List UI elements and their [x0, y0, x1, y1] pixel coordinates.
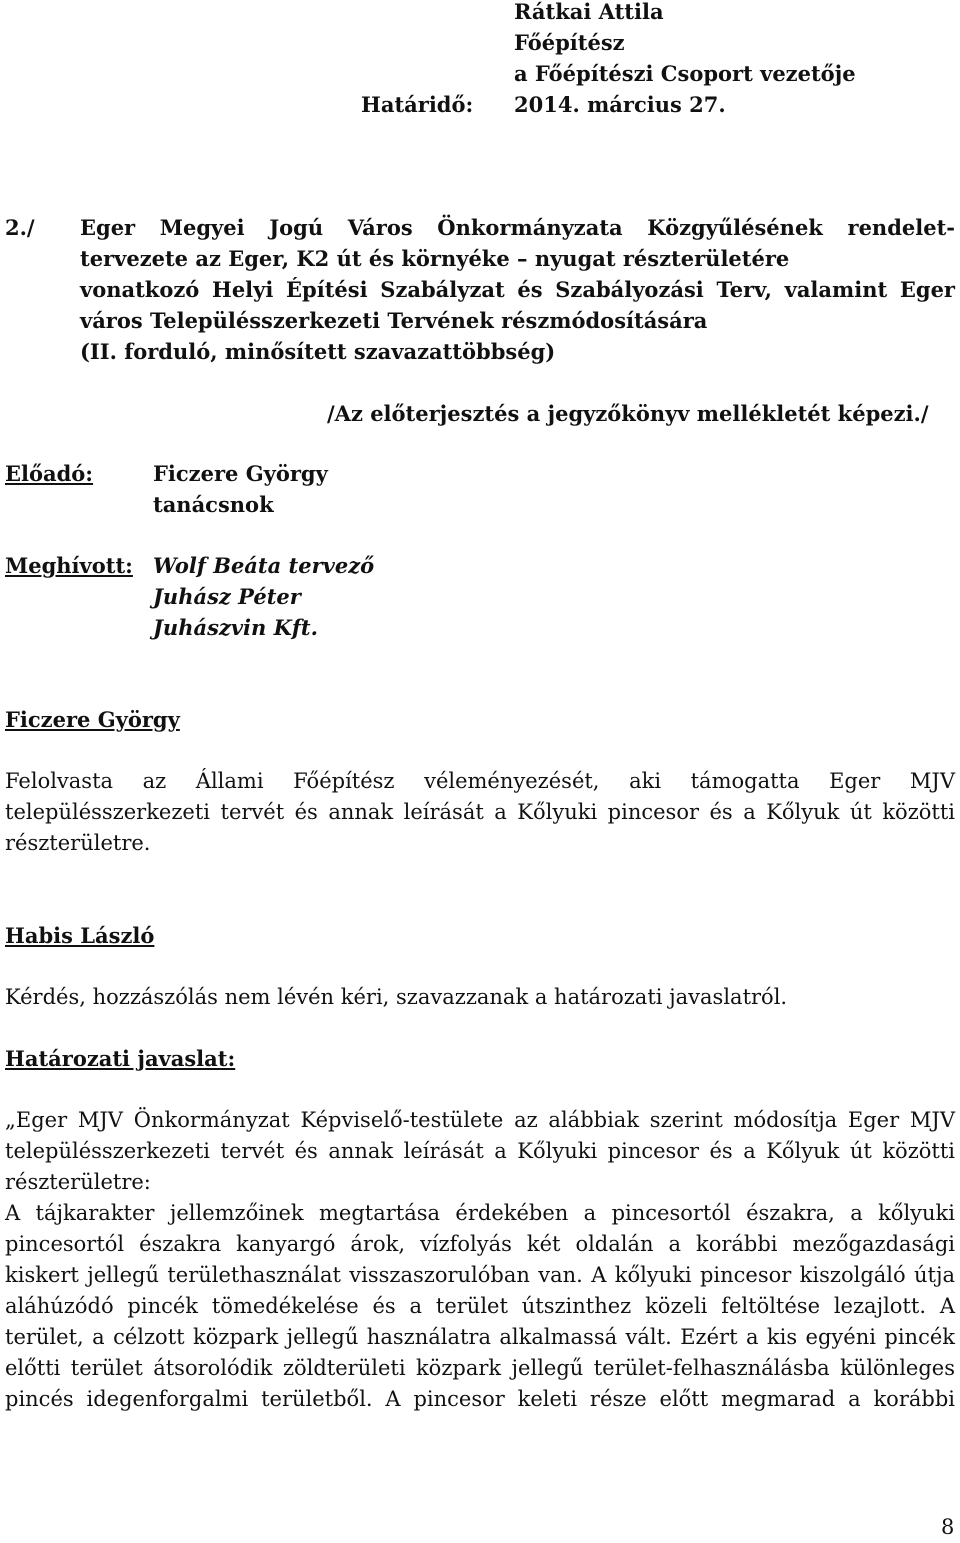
header-title: Főépítész — [514, 30, 625, 55]
presenter-label: Előadó: — [5, 461, 94, 486]
speaker-2-text: Kérdés, hozzászólás nem lévén kéri, szavazzanak a határozati javaslatról. — [5, 985, 788, 1009]
agenda-line-5: (II. forduló, minősített szavazattöbbség) — [80, 339, 556, 364]
invited-name-2: Juhász Péter — [153, 584, 301, 609]
presenter-name: Ficzere György — [153, 461, 328, 486]
agenda-line-2: tervezete az Eger, K2 út és környéke – nyugat részterületére — [80, 246, 790, 271]
resolution-intro: „Eger MJV Önkormányzat Képviselő-testülete az alábbiak szerint módosítja Eger MJV településszerkezeti tervét és annak leírását a Kőlyuki pincesor és a Kőlyuk út közötti részterületre: — [5, 1108, 955, 1194]
deadline-value: 2014. március 27. — [514, 92, 726, 117]
page-number: 8 — [941, 1515, 955, 1539]
invited-name-1: Wolf Beáta tervező — [153, 553, 375, 578]
speaker-1-text — [5, 766, 955, 859]
resolution-body: A tájkarakter jellemzőinek megtartása érdekében a pincesortól északra, a kőlyuki pincesortól északra kanyargó árok, vízfolyás két oldalán a korábbi mezőgazdasági kiskert jellegű területhasználat visszaszorulóban van. A kőlyuki pincesor kiszolgáló útja aláhúzódó pincék tömedékelése és a terület útszinthez közeli feltöltése lezajlott. A terület, a célzott közpark jellegű használatra alkalmassá vált. Ezért a kis egyéni pincék előtti terület átsorolódik zöldterületi közpark jellegű terület-felhasználásba különleges pincés idegenforgalmi területből. A pincesor keleti része előtt megmarad a korábbi — [5, 1201, 955, 1411]
agenda-title — [80, 212, 955, 367]
invited-name-3: Juhászvin Kft. — [153, 615, 318, 640]
agenda-number: 2./ — [5, 215, 35, 240]
speaker-1-name: Ficzere György — [5, 707, 180, 732]
speaker-2-name: Habis László — [5, 923, 155, 948]
header-name: Rátkai Attila — [514, 0, 664, 24]
resolution-heading: Határozati javaslat: — [5, 1046, 236, 1071]
attachment-note: /Az előterjesztés a jegyzőkönyv mellékletét képezi./ — [327, 401, 929, 426]
resolution-text — [5, 1105, 955, 1415]
header-role: a Főépítészi Csoport vezetője — [514, 61, 856, 86]
agenda-line-3: vonatkozó Helyi Építési Szabályzat és Szabályozási Terv, valamint Eger — [80, 277, 955, 302]
agenda-line-4: város Településszerkezeti Tervének részmódosítására — [80, 308, 708, 333]
agenda-line-1: Eger Megyei Jogú Város Önkormányzata Közgyűlésének rendelet- — [80, 215, 955, 240]
deadline-label: Határidő: — [361, 92, 474, 117]
invited-label: Meghívott: — [5, 553, 133, 578]
presenter-role: tanácsnok — [153, 492, 274, 517]
speaker-1-paragraph: Felolvasta az Állami Főépítész véleményezését, aki támogatta Eger MJV településszerkezeti tervét és annak leírását a Kőlyuki pincesor és a Kőlyuk út közötti részterületre. — [5, 769, 955, 855]
